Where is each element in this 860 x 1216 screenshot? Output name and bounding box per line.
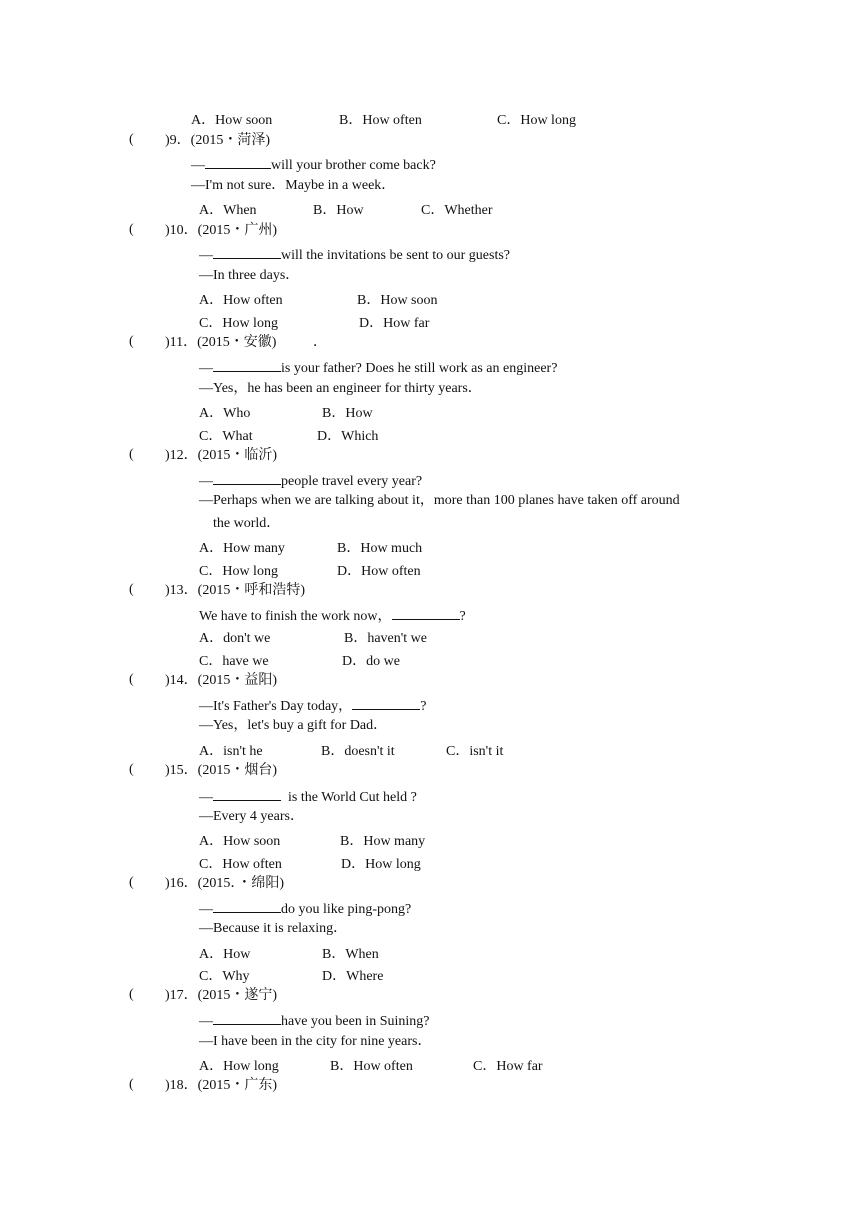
- q15-response: —Every 4 years．: [199, 809, 304, 824]
- q8-option-a: A．How soon: [191, 113, 273, 128]
- q13-number: )13．(2015・呼和浩特): [165, 583, 305, 598]
- q16-option-c: C．Why: [199, 969, 250, 984]
- q17-response: —I have been in the city for nine years．: [199, 1034, 432, 1049]
- answer-blank[interactable]: [205, 154, 271, 169]
- q13-option-b: B．haven't we: [344, 631, 428, 646]
- q11-option-a: A．Who: [199, 406, 251, 421]
- q14-number: )14．(2015・益阳): [165, 673, 277, 688]
- q12-number: )12．(2015・临沂): [165, 448, 277, 463]
- q12-response: —Perhaps when we are talking about it，more than 100 planes have taken off around: [199, 493, 680, 508]
- answer-blank[interactable]: [213, 786, 281, 801]
- q8-option-c: C．How long: [497, 113, 576, 128]
- q13-option-c: C．have we: [199, 654, 269, 669]
- q16-option-a: A．How: [199, 947, 251, 962]
- answer-blank[interactable]: [213, 1010, 281, 1025]
- q14-option-a: A．isn't he: [199, 744, 263, 759]
- answer-blank[interactable]: [352, 695, 420, 710]
- q13-option-a: A．don't we: [199, 631, 271, 646]
- q15-option-d: D．How long: [341, 857, 421, 872]
- answer-paren: (: [129, 1077, 134, 1092]
- q10-response: —In three days．: [199, 268, 300, 283]
- q15-option-c: C．How often: [199, 857, 282, 872]
- answer-paren: (: [129, 762, 134, 777]
- answer-blank[interactable]: [392, 605, 460, 620]
- q13-prompt: We have to finish the work now， ?: [199, 605, 466, 626]
- q10-option-b: B．How soon: [357, 293, 438, 308]
- q11-prompt: — is your father? Does he still work as an engineer?: [199, 357, 557, 378]
- q11-option-c: C．What: [199, 429, 253, 444]
- q16-option-b: B．When: [322, 947, 379, 962]
- answer-paren: (: [129, 334, 134, 349]
- q9-prompt: — will your brother come back?: [191, 154, 436, 175]
- q15-option-a: A．How soon: [199, 834, 281, 849]
- q13-option-d: D．do we: [342, 654, 400, 669]
- q11-number: )11．(2015・安徽): [165, 335, 277, 350]
- q10-number: )10．(2015・广州): [165, 223, 277, 238]
- answer-blank[interactable]: [213, 244, 281, 259]
- answer-paren: (: [129, 222, 134, 237]
- q10-option-d: D．How far: [359, 316, 430, 331]
- q12-option-a: A．How many: [199, 541, 285, 556]
- answer-paren: (: [129, 987, 134, 1002]
- q10-prompt: — will the invitations be sent to our guests?: [199, 244, 510, 265]
- q11-dot: ．: [313, 335, 327, 350]
- q12-option-c: C．How long: [199, 564, 278, 579]
- q9-option-b: B．How: [313, 203, 364, 218]
- answer-paren: (: [129, 672, 134, 687]
- q17-option-c: C．How far: [473, 1059, 543, 1074]
- answer-blank[interactable]: [213, 898, 281, 913]
- q9-option-a: A．When: [199, 203, 257, 218]
- q8-option-b: B．How often: [339, 113, 422, 128]
- answer-paren: (: [129, 875, 134, 890]
- q12-prompt: — people travel every year?: [199, 470, 422, 491]
- q16-response: —Because it is relaxing．: [199, 921, 348, 936]
- q17-option-a: A．How long: [199, 1059, 279, 1074]
- q15-option-b: B．How many: [340, 834, 426, 849]
- q11-option-d: D．Which: [317, 429, 379, 444]
- q9-option-c: C．Whether: [421, 203, 493, 218]
- q12-option-b: B．How much: [337, 541, 423, 556]
- answer-blank[interactable]: [213, 470, 281, 485]
- q14-prompt: —It's Father's Day today， ?: [199, 695, 426, 716]
- q14-option-b: B．doesn't it: [321, 744, 395, 759]
- answer-paren: (: [129, 447, 134, 462]
- q10-option-c: C．How long: [199, 316, 278, 331]
- q11-option-b: B．How: [322, 406, 373, 421]
- q16-option-d: D．Where: [322, 969, 384, 984]
- q12-response-cont: the world．: [213, 516, 281, 531]
- answer-paren: (: [129, 132, 134, 147]
- q9-number: )9．(2015・菏泽): [165, 133, 270, 148]
- q14-option-c: C．isn't it: [446, 744, 504, 759]
- q15-prompt: — is the World Cut held ?: [199, 786, 417, 807]
- q17-prompt: — have you been in Suining?: [199, 1010, 430, 1031]
- q14-response: —Yes，let's buy a gift for Dad．: [199, 718, 388, 733]
- q17-number: )17．(2015・遂宁): [165, 988, 277, 1003]
- q11-response: —Yes，he has been an engineer for thirty years．: [199, 381, 482, 396]
- q15-number: )15．(2015・烟台): [165, 763, 277, 778]
- q16-prompt: — do you like ping-pong?: [199, 898, 411, 919]
- q12-option-d: D．How often: [337, 564, 421, 579]
- q16-number: )16．(2015．・绵阳): [165, 876, 284, 891]
- q17-option-b: B．How often: [330, 1059, 413, 1074]
- answer-blank[interactable]: [213, 357, 281, 372]
- q10-option-a: A．How often: [199, 293, 283, 308]
- q18-number: )18．(2015・广东): [165, 1078, 277, 1093]
- answer-paren: (: [129, 582, 134, 597]
- q9-response: —I'm not sure．Maybe in a week．: [191, 178, 396, 193]
